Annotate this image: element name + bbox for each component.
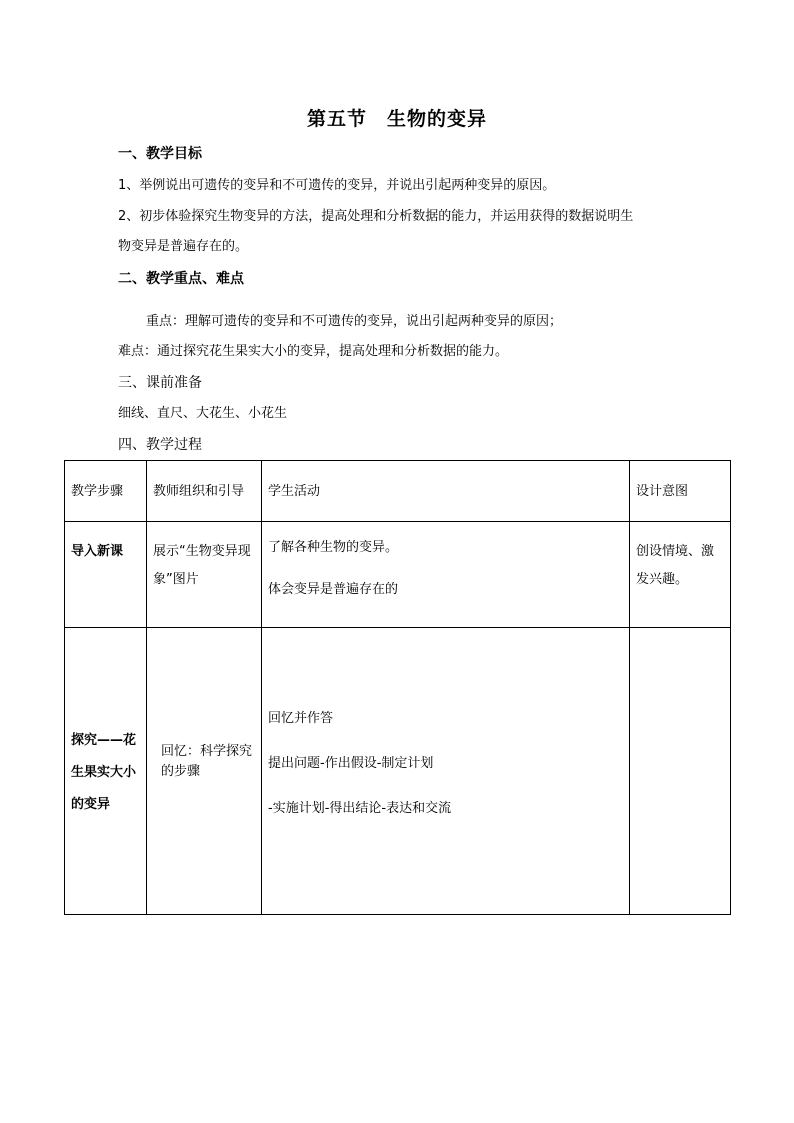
prep-heading: 三、课前准备	[118, 375, 202, 391]
row1-intent: 创设情境、激发兴趣。	[636, 544, 715, 587]
header-cell-teacher: 教师组织和引导	[147, 461, 262, 522]
prep-items: 细线、直尺、大花生、小花生	[118, 406, 288, 421]
objective-2-line-1: 2、初步体验探究生物变异的方法，提高处理和分析数据的能力，并运用获得的数据说明生	[118, 209, 634, 224]
table-row	[65, 628, 731, 915]
objectives-heading: 一、教学目标	[118, 146, 202, 162]
row2-student-3: -实施计划-得出结论-表达和交流	[268, 801, 452, 816]
row2-step-cell	[65, 628, 147, 915]
row2-teacher: 回忆：科学探究的步骤	[161, 744, 253, 779]
table-header-row	[65, 461, 731, 522]
row1-student-1: 了解各种生物的变异。	[268, 540, 399, 555]
header-cell-intent: 设计意图	[630, 461, 731, 522]
teaching-process-table	[64, 460, 731, 915]
row2-teacher-cell	[147, 628, 262, 915]
row1-student-2: 体会变异是普遍存在的	[268, 582, 399, 597]
row2-student-2: 提出问题-作出假设-制定计划	[268, 756, 434, 771]
page-title: 第五节 生物的变异	[306, 108, 487, 130]
row2-intent-cell	[630, 628, 731, 915]
row1-teacher-cell	[147, 522, 262, 628]
row1-step-cell	[65, 522, 147, 628]
row2-step: 探究——花生果实大小的变异	[71, 733, 137, 812]
keypoint-text: 重点：理解可遗传的变异和不可遗传的变异，说出引起两种变异的原因；	[146, 314, 563, 329]
process-heading: 四、教学过程	[118, 437, 202, 453]
row1-student-cell	[262, 522, 630, 628]
header-cell-step: 教学步骤	[65, 461, 147, 522]
row1-intent-cell	[630, 522, 731, 628]
row1-step: 导入新课	[71, 544, 124, 559]
header-cell-student: 学生活动	[262, 461, 630, 522]
row1-teacher: 展示“生物变异现象”图片	[153, 544, 251, 587]
objective-1: 1、举例说出可遗传的变异和不可遗传的变异，并说出引起两种变异的原因。	[118, 178, 556, 193]
keypoints-heading: 二、教学重点、难点	[118, 271, 244, 287]
row2-student-1: 回忆并作答	[268, 711, 334, 726]
table-row	[65, 522, 731, 628]
difficulty-text: 难点：通过探究花生果实大小的变异，提高处理和分析数据的能力。	[118, 344, 509, 359]
objective-2-line-2: 物变异是普遍存在的。	[118, 239, 249, 254]
row2-student-cell	[262, 628, 630, 915]
